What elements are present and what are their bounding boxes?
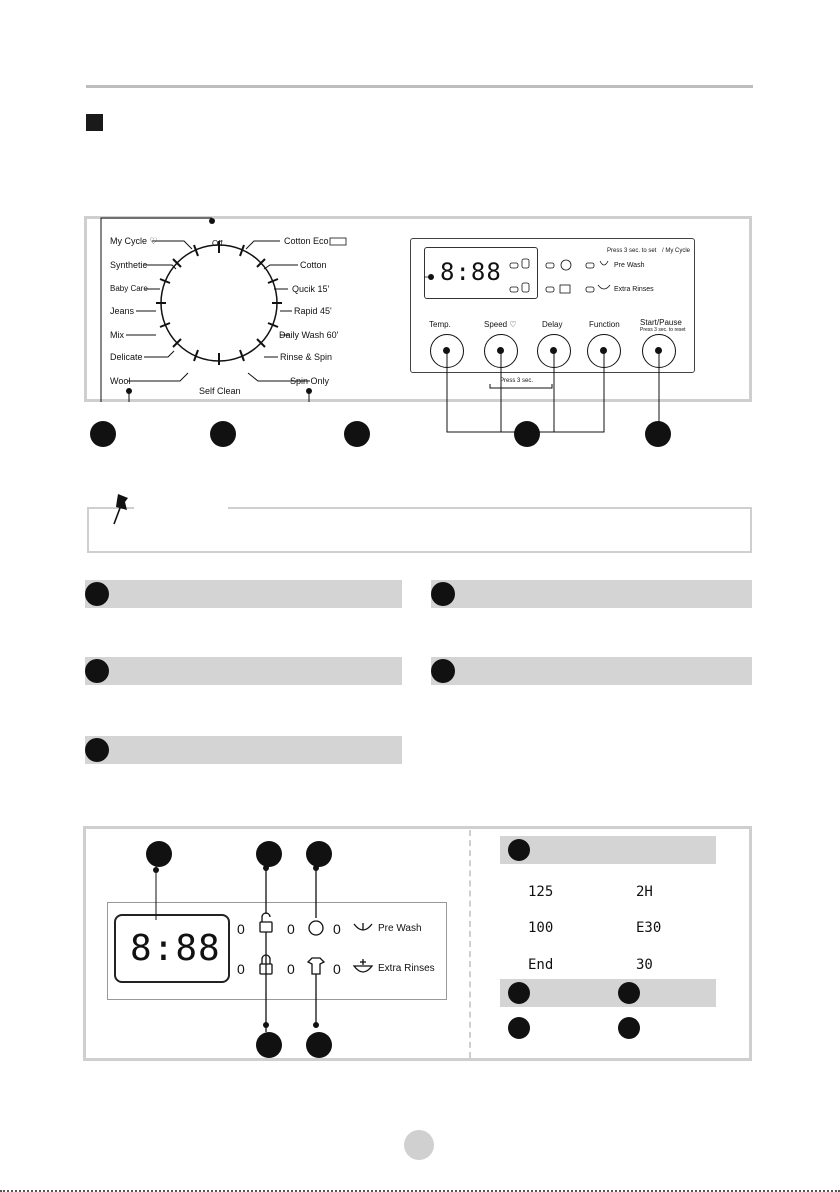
drum-icon <box>309 921 323 935</box>
detail-callout-2 <box>256 841 282 867</box>
indicator-zero: 0 <box>333 961 341 977</box>
dial-label-delicate: Delicate <box>110 352 143 362</box>
dial-label-rapid-45: Rapid 45' <box>294 306 332 316</box>
child-lock-icon <box>260 922 272 932</box>
press-3-sec-text: Press 3 sec. <box>500 378 534 384</box>
dial-label-my-cycle: My Cycle ♡ <box>110 236 158 246</box>
dial-label-quick-15: Qucik 15' <box>292 284 330 294</box>
callout-3 <box>344 421 370 447</box>
detail-icons <box>250 840 370 1060</box>
section-bar-4-dot <box>431 582 455 606</box>
top-rule <box>86 85 753 88</box>
section-bar-5 <box>431 657 752 685</box>
section-bar-1 <box>85 580 402 608</box>
dial-label-baby-care: Baby Care <box>110 284 148 293</box>
lcd-digits: 8:88 <box>440 258 502 286</box>
detail-prewash-label: Pre Wash <box>378 923 422 934</box>
legend-dot-d <box>618 1017 640 1039</box>
callout-2 <box>210 421 236 447</box>
code-2h: 2H <box>636 884 653 900</box>
temp-label: Temp. <box>429 320 451 329</box>
codes-header-dot <box>508 839 530 861</box>
note-title-gap <box>134 505 228 511</box>
section-bar-5-dot <box>431 659 455 683</box>
code-e30: E30 <box>636 920 662 936</box>
dial-label-self-clean: Self Clean <box>199 386 241 396</box>
detail-lcd-digits: 8:88 <box>130 928 221 969</box>
indicator-zero: 0 <box>237 921 245 937</box>
dial-label-spin-only: Spin Only <box>290 376 330 386</box>
prewash-icon <box>352 918 376 938</box>
section-marker <box>86 114 103 131</box>
page-number-circle <box>404 1130 434 1160</box>
section-bar-3-dot <box>85 738 109 762</box>
dial-label-synthetic: Synthetic <box>110 260 148 270</box>
code-end: End <box>528 957 554 973</box>
indicator-zero: 0 <box>287 921 295 937</box>
section-bar-1-dot <box>85 582 109 606</box>
detail-callout-3 <box>306 841 332 867</box>
function-label: Function <box>589 320 620 329</box>
dial-label-jeans: Jeans <box>110 306 135 316</box>
indicator-zero: 0 <box>333 921 341 937</box>
extra-rinses-icon <box>352 958 376 978</box>
code-30: 30 <box>636 957 653 973</box>
code-125: 125 <box>528 884 554 900</box>
detail-callout-4 <box>256 1032 282 1058</box>
dial-label-off: Off <box>212 239 223 248</box>
start-pause-label: Start/Pause <box>640 318 682 327</box>
dial-label-cotton-eco: Cotton Eco <box>284 236 329 246</box>
legend-dot-a <box>508 982 530 1004</box>
detail-divider <box>469 830 471 1058</box>
section-bar-4 <box>431 580 752 608</box>
dial-label-wool: Wool <box>110 376 131 386</box>
callout-1 <box>90 421 116 447</box>
detail-callout-1 <box>146 841 172 867</box>
dial-label-mix: Mix <box>110 330 124 340</box>
dial-label-cotton: Cotton <box>300 260 327 270</box>
press-to-set-text: Press 3 sec. to set <box>607 248 657 254</box>
code-100: 100 <box>528 920 554 936</box>
section-bar-3 <box>85 736 402 764</box>
my-cycle-text: / My Cycle <box>662 248 691 254</box>
callout-5 <box>645 421 671 447</box>
section-bar-2-dot <box>85 659 109 683</box>
speed-label: Speed ♡ <box>484 320 517 329</box>
display-indicators <box>424 247 694 307</box>
legend-dot-c <box>508 1017 530 1039</box>
detail-callout-5 <box>306 1032 332 1058</box>
extra-rinses-indicator-label: Extra Rinses <box>614 286 654 293</box>
note-box <box>87 507 752 553</box>
callout-4 <box>514 421 540 447</box>
dial-label-daily-wash-60: Daily Wash 60' <box>279 330 339 340</box>
indicator-zero: 0 <box>287 961 295 977</box>
legend-dot-b <box>618 982 640 1004</box>
delay-label: Delay <box>542 320 563 329</box>
start-pause-sublabel: Press 3 sec. to reset <box>640 327 686 333</box>
pushpin-icon <box>110 492 132 526</box>
callout-leader-lines <box>440 350 670 436</box>
detail-extra-rinses-label: Extra Rinses <box>378 963 435 974</box>
indicator-zero: 0 <box>237 961 245 977</box>
prewash-indicator-label: Pre Wash <box>614 262 645 269</box>
legend-bar <box>500 979 716 1007</box>
section-bar-2 <box>85 657 402 685</box>
codes-header-bar <box>500 836 716 864</box>
dial-label-rinse-spin: Rinse & Spin <box>280 352 333 362</box>
